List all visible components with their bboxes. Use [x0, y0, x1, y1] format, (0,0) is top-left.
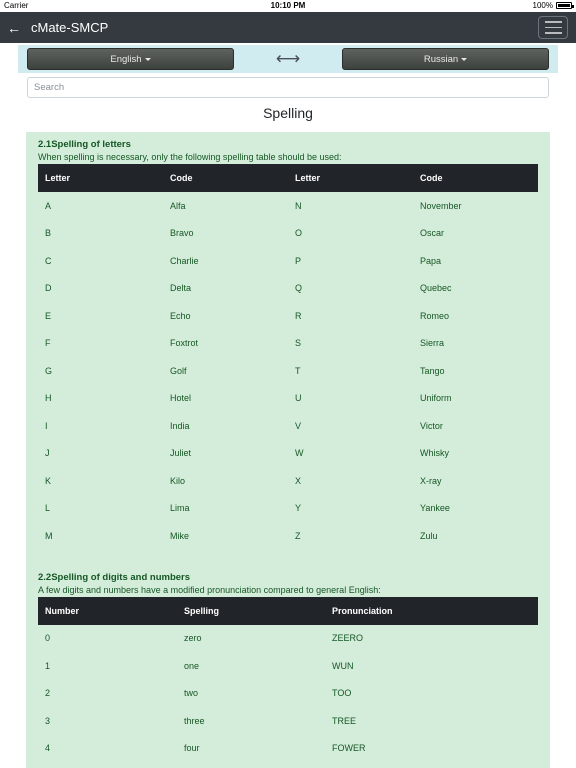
app-title: cMate-SMCP — [31, 20, 109, 35]
table-cell: F — [45, 338, 51, 349]
source-language-label: English — [110, 53, 142, 65]
table-cell: 3 — [45, 715, 51, 726]
table-cell: B — [45, 228, 52, 239]
table-row — [38, 412, 538, 440]
search-input[interactable] — [27, 77, 549, 98]
table-cell: U — [295, 393, 302, 404]
hamburger-icon — [545, 21, 562, 23]
table-cell: Lima — [170, 503, 190, 514]
table-cell: Sierra — [420, 338, 445, 349]
numbers-table-body — [38, 625, 538, 763]
table-cell: V — [295, 420, 302, 431]
table-cell: A — [45, 200, 52, 211]
table-row — [38, 385, 538, 413]
table-cell: Zulu — [420, 530, 438, 541]
table-row — [38, 652, 538, 680]
table-cell: D — [45, 283, 52, 294]
table-cell: Quebec — [420, 283, 452, 294]
table-cell: Bravo — [170, 228, 194, 239]
table-cell: ZEERO — [332, 633, 364, 644]
table-cell: M — [45, 530, 53, 541]
caret-down-icon — [461, 58, 467, 61]
source-language-dropdown[interactable] — [27, 48, 234, 70]
table-row — [38, 330, 538, 358]
table-row — [38, 440, 538, 468]
target-language-dropdown[interactable] — [342, 48, 549, 70]
table-cell: Whisky — [420, 448, 449, 459]
status-clock: 10:10 PM — [270, 1, 306, 10]
table-cell: N — [295, 200, 302, 211]
page-title: Spelling — [263, 105, 313, 121]
table-cell: I — [45, 420, 48, 431]
table-cell: L — [45, 503, 51, 514]
battery-percent: 100% — [532, 1, 553, 10]
back-button[interactable] — [0, 12, 28, 43]
table-row — [38, 680, 538, 708]
table-cell: Oscar — [420, 228, 445, 239]
table-cell: Uniform — [420, 393, 452, 404]
table-cell: E — [45, 310, 52, 321]
table-cell: J — [45, 448, 50, 459]
battery-indicator — [533, 1, 572, 10]
column-header: Code — [170, 173, 193, 183]
letters-section-title: 2.1Spelling of letters — [38, 139, 131, 150]
table-row — [38, 625, 538, 653]
numbers-table — [38, 597, 538, 763]
table-cell: Delta — [170, 283, 192, 294]
column-header: Letter — [295, 173, 321, 183]
table-row — [38, 247, 538, 275]
table-cell: zero — [184, 633, 202, 644]
content-panel — [26, 132, 550, 768]
table-cell: 2 — [45, 688, 51, 699]
table-cell: Q — [295, 283, 303, 294]
top-navbar — [0, 12, 576, 43]
table-row — [38, 275, 538, 303]
table-cell: November — [420, 200, 462, 211]
column-header: Number — [45, 605, 80, 616]
table-header-row — [38, 597, 538, 625]
table-cell: Tango — [420, 365, 445, 376]
table-cell: two — [184, 688, 199, 699]
table-cell: Hotel — [170, 393, 192, 404]
table-header-row — [38, 164, 538, 192]
table-cell: Papa — [420, 255, 442, 266]
table-cell: Juliet — [170, 448, 192, 459]
table-cell: Foxtrot — [170, 338, 199, 349]
table-row — [38, 220, 538, 248]
search-container — [27, 77, 549, 98]
table-cell: Echo — [170, 310, 191, 321]
table-cell: Golf — [170, 365, 187, 376]
double-arrow-icon[interactable]: ⟷ — [275, 49, 301, 68]
table-cell: X-ray — [420, 475, 442, 486]
table-cell: C — [45, 255, 52, 266]
table-cell: S — [295, 338, 302, 349]
numbers-section-title: 2.2Spelling of digits and numbers — [38, 571, 191, 583]
carrier-label: Carrier — [4, 1, 29, 10]
table-cell: R — [295, 310, 302, 321]
table-row — [38, 735, 538, 763]
letters-table-body — [38, 192, 538, 550]
table-cell: O — [295, 228, 303, 239]
table-row — [38, 707, 538, 735]
letters-section-description: When spelling is necessary, only the following spelling table should be used: — [38, 152, 342, 162]
table-cell: Kilo — [170, 475, 186, 486]
table-cell: G — [45, 365, 53, 376]
table-cell: Y — [295, 503, 302, 514]
status-bar — [0, 0, 576, 12]
table-cell: Mike — [170, 530, 190, 541]
letters-table — [38, 164, 538, 550]
table-cell: FOWER — [332, 743, 366, 754]
table-cell: Alfa — [170, 200, 186, 211]
table-cell: four — [184, 743, 200, 754]
table-cell: Yankee — [420, 503, 450, 514]
table-row — [38, 192, 538, 220]
battery-icon — [556, 2, 572, 9]
target-language-label: Russian — [423, 53, 459, 65]
table-cell: 1 — [45, 660, 51, 671]
table-row — [38, 467, 538, 495]
table-cell: Romeo — [420, 310, 450, 321]
table-cell: H — [45, 393, 52, 404]
arrow-left-icon: ← — [7, 19, 21, 36]
table-cell: 4 — [45, 743, 51, 754]
table-cell: one — [184, 660, 200, 671]
table-cell: WUN — [332, 660, 354, 671]
caret-down-icon — [145, 58, 151, 61]
table-cell: TOO — [332, 688, 352, 699]
language-selector-bar — [18, 45, 558, 73]
table-cell: Z — [295, 530, 301, 541]
table-cell: P — [295, 255, 302, 266]
column-header: Code — [420, 173, 443, 183]
table-row — [38, 302, 538, 330]
column-header: Pronunciation — [332, 605, 393, 616]
table-cell: K — [45, 475, 52, 486]
table-cell: India — [170, 420, 190, 431]
table-cell: T — [295, 365, 301, 376]
table-cell: TREE — [332, 715, 357, 726]
numbers-section-description: A few digits and numbers have a modified pronunciation compared to general English: — [38, 584, 381, 595]
column-header: Letter — [45, 173, 71, 183]
table-row — [38, 495, 538, 523]
menu-button[interactable] — [538, 16, 568, 39]
table-cell: Victor — [420, 420, 443, 431]
table-row — [38, 522, 538, 550]
table-row — [38, 357, 538, 385]
table-cell: three — [184, 715, 205, 726]
table-cell: 0 — [45, 633, 51, 644]
table-cell: X — [295, 475, 302, 486]
column-header: Spelling — [184, 605, 220, 616]
table-cell: W — [295, 448, 304, 459]
table-cell: Charlie — [170, 255, 199, 266]
